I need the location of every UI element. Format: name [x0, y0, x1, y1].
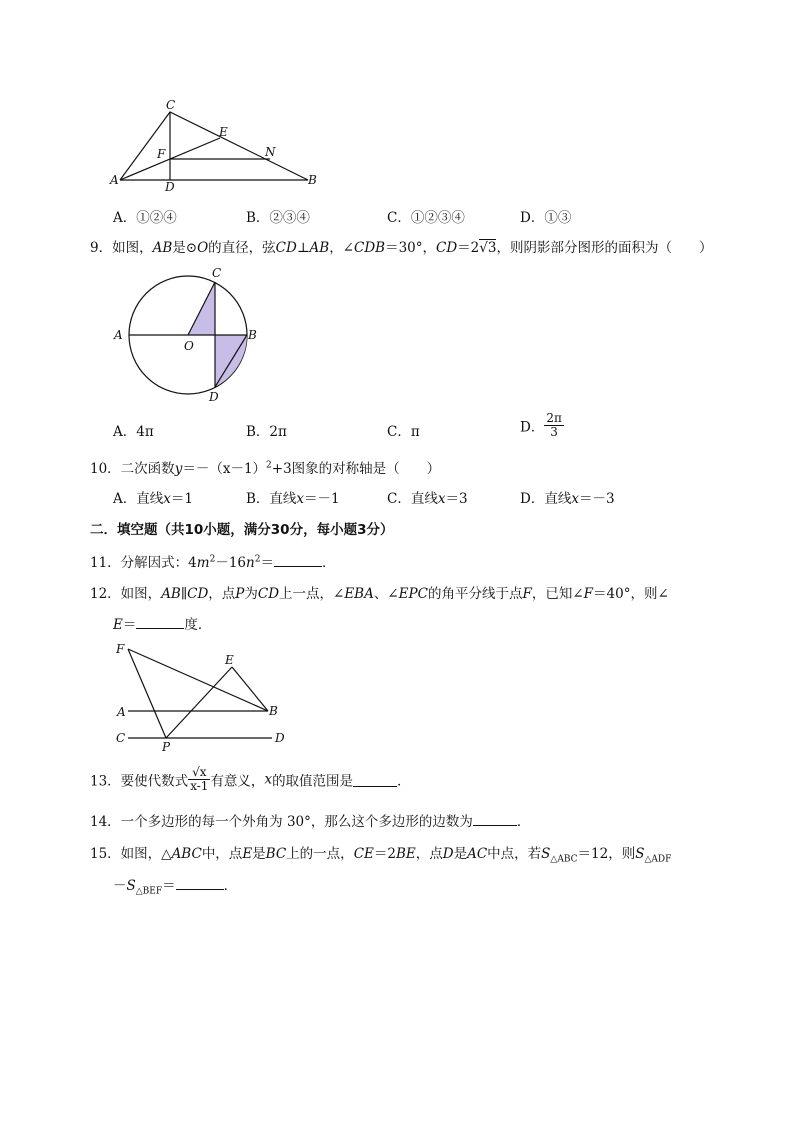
q12-label-c: C [116, 731, 126, 745]
q8-option-a[interactable]: A．①②④ [113, 210, 177, 226]
q8-label-e: E [219, 125, 228, 139]
q14-question: 14．一个多边形的每一个外角为 30°，那么这个多边形的边数为 ． [90, 814, 531, 830]
q9-option-d[interactable]: D． $\frac{2\pi}{3}$ [520, 411, 562, 439]
q9-label-a: A [114, 328, 123, 342]
q14-answer-blank[interactable] [473, 812, 517, 826]
q12-question-line2: E＝ 度． [113, 617, 212, 633]
q8-label-n: N [265, 145, 276, 159]
q12-figure [108, 640, 298, 755]
q8-option-c[interactable]: C．①②③④ [387, 210, 465, 226]
q10-question: 10．二次函数$y=-(x-1)^2+3$图象的对称轴是（ ） [90, 460, 441, 477]
q10-option-c[interactable]: C．直线x＝3 [387, 491, 468, 507]
q15-question-line2: $-S_{\triangle BEF}=$ ． [113, 878, 238, 897]
q11-question: 11．分解因式：$4m^2-16n^2=$ ． [90, 554, 336, 571]
q8-label-f: F [157, 147, 166, 161]
q15-answer-blank[interactable] [176, 876, 224, 890]
q12-label-e: E [225, 653, 234, 667]
q9-option-c[interactable]: C．π [387, 424, 420, 440]
q12-label-d: D [275, 731, 285, 745]
q10-option-d[interactable]: D．直线x＝－3 [520, 491, 615, 507]
q12-question-line1: 12．如图，AB∥CD，点P为CD上一点，∠EBA、∠EPC的角平分线于点F，已知∠F＝40°，则∠ [90, 586, 669, 602]
q9-label-o: O [184, 339, 194, 353]
q12-answer-blank[interactable] [136, 615, 184, 629]
q12-label-b: B [269, 704, 278, 718]
q10-option-a[interactable]: A．直线x＝1 [113, 491, 193, 507]
q10-option-b[interactable]: B．直线x＝－1 [246, 491, 340, 507]
q11-answer-blank[interactable] [274, 553, 322, 567]
q12-label-f: F [116, 642, 125, 656]
q9-label-c: C [212, 266, 222, 280]
q9-question: 9．如图，AB是⊙O的直径，弦CD⊥AB，∠CDB＝30°，CD＝2√3，则阴影部分图形的面积为（ ） [90, 240, 713, 256]
q12-label-p: P [162, 740, 171, 754]
q9-option-a[interactable]: A．4π [113, 424, 154, 440]
q8-figure [108, 98, 338, 193]
q15-question-line1: 15．如图，△ABC中，点E是BC上的一点，CE＝2BE，点D是AC中点，若$S_{\triangle ABC}=12$，则$S_{\triangle ADF}$ [90, 846, 672, 865]
q8-label-c: C [166, 98, 176, 112]
q9-label-b: B [248, 328, 257, 342]
q8-label-b: B [308, 173, 317, 187]
q8-option-b[interactable]: B．②③④ [246, 210, 310, 226]
q13-question: 13．要使代数式 $\frac{√x}{x-1}$ 有意义，x的取值范围是 ． [90, 765, 411, 793]
q12-label-a: A [117, 705, 126, 719]
q8-label-a: A [110, 173, 119, 187]
section-title-fill-in: 二．填空题（共10小题，满分30分，每小题3分） [90, 522, 394, 538]
q9-label-d: D [209, 390, 219, 404]
q9-option-b[interactable]: B．2π [246, 424, 287, 440]
q13-answer-blank[interactable] [353, 773, 397, 787]
q9-figure [110, 262, 270, 407]
q8-label-d: D [165, 180, 175, 193]
q8-option-d[interactable]: D．①③ [520, 210, 572, 226]
